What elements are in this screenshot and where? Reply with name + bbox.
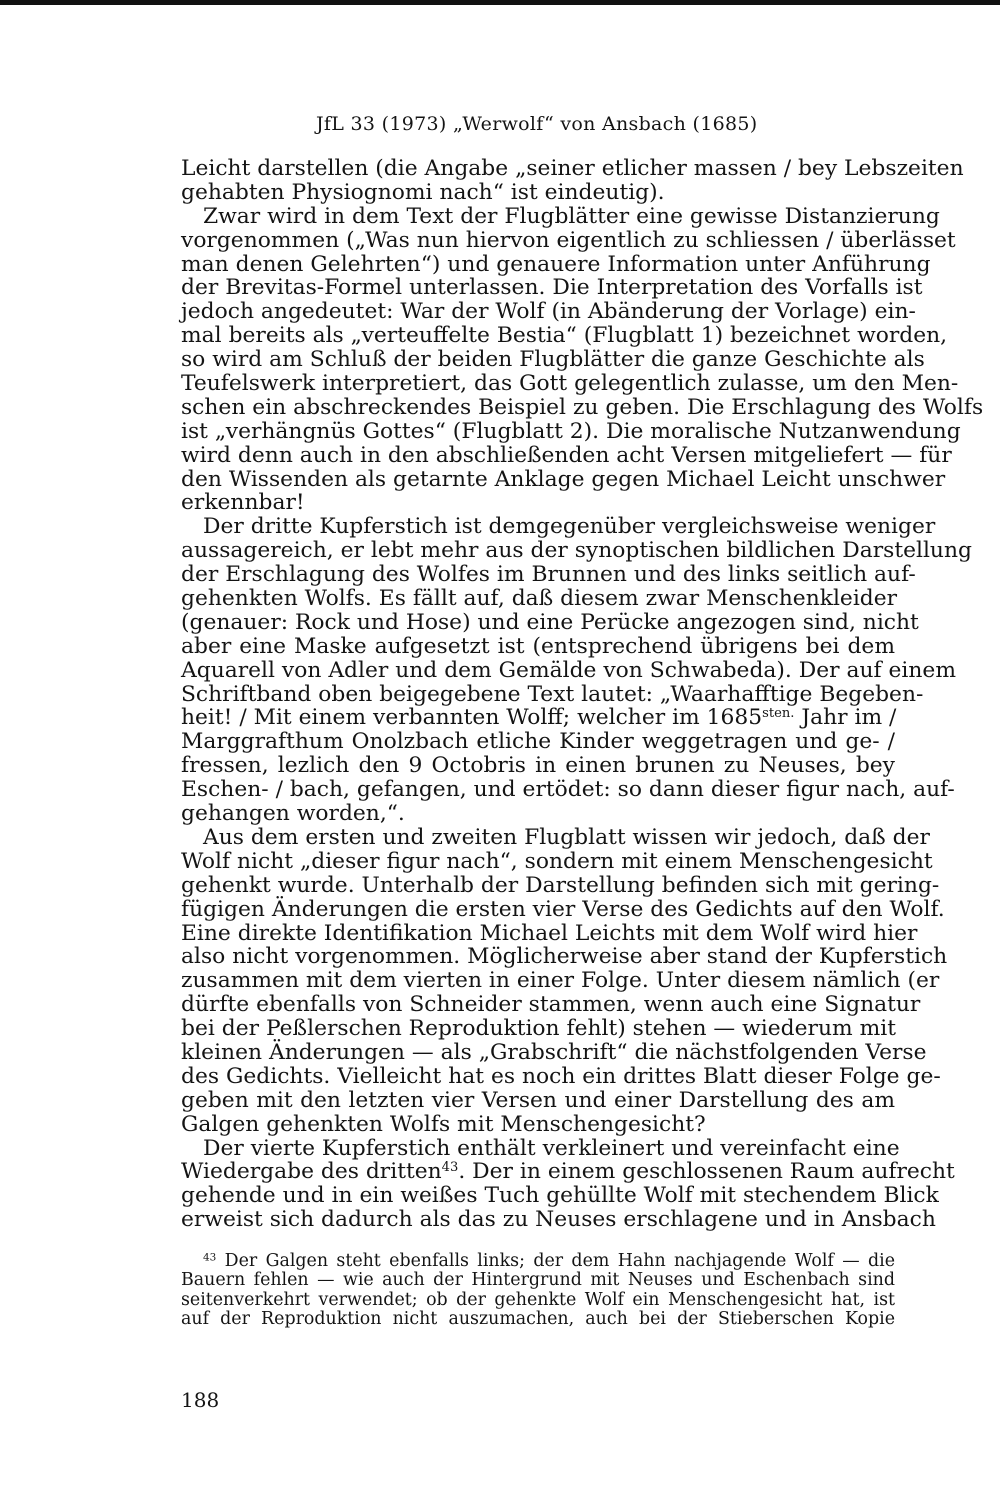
text-line: der Brevitas-Formel unterlassen. Die Interpretation des Vorfalls ist — [181, 275, 923, 301]
text-line: Teufelswerk interpretiert, das Gott gelegentlich zulasse, um den Men- — [181, 371, 959, 397]
text-line: so wird am Schluß der beiden Flugblätter die ganze Geschichte als — [181, 347, 925, 373]
text-line: man denen Gelehrten“) und genauere Information unter Anführung — [181, 251, 931, 277]
text-line: der Erschlagung des Wolfes im Brunnen und des links seitlich auf- — [181, 562, 916, 588]
text-line: bei der Peßlerschen Reproduktion fehlt) stehen — wiederum mit — [181, 1016, 896, 1042]
text-line-with-superscript — [181, 706, 895, 730]
text-line: gehabten Physiognomi nach“ ist eindeutig). — [181, 179, 665, 205]
superscript-sten: sten. — [762, 706, 795, 722]
text-line: aussagereich, er lebt mehr aus der synoptischen bildlichen Darstellung — [181, 538, 972, 564]
footnote-line: auf der Reproduktion nicht auszumachen, auch bei der Stieberschen Kopie — [181, 1309, 895, 1330]
text-line: fressen, lezlich den 9 Octobris in einen brunen zu Neuses, bey — [181, 753, 895, 779]
text-line: Eine direkte Identifikation Michael Leichts mit dem Wolf wird hier — [181, 920, 918, 946]
text-line: gehenkt wurde. Unterhalb der Darstellung befinden sich mit gering- — [181, 872, 940, 898]
text-line: ist „verhängnüs Gottes“ (Flugblatt 2). Die moralische Nutzanwendung — [181, 418, 961, 444]
text-line: Galgen gehenkten Wolfs mit Menschengesicht? — [181, 1111, 706, 1137]
text-line: geben mit den letzten vier Versen und einer Darstellung des am — [181, 1087, 895, 1113]
text-line: Der vierte Kupferstich enthält verkleinert und vereinfacht eine — [203, 1135, 900, 1161]
footnote-text: Der Galgen steht ebenfalls links; der dem Hahn nachjagende Wolf — die — [216, 1251, 895, 1271]
text-line: Aus dem ersten und zweiten Flugblatt wissen wir jedoch, daß der — [203, 824, 930, 850]
scan-top-border — [0, 0, 1000, 5]
text-line: fügigen Änderungen die ersten vier Verse des Gedichts auf den Wolf. — [181, 896, 945, 922]
text-line: erkennbar! — [181, 490, 305, 516]
footnote-number: 43 — [203, 1251, 217, 1264]
text-line: vorgenommen („Was nun hiervon eigentlich zu schliessen / überlässet — [181, 227, 956, 253]
text-line: schen ein abschreckendes Beispiel zu geben. Die Erschlagung des Wolfs — [181, 394, 984, 420]
text-line: mal bereits als „verteuffelte Bestia“ (Flugblatt 1) bezeichnet worden, — [181, 323, 948, 349]
text-line: Zwar wird in dem Text der Flugblätter eine gewisse Distanzierung — [203, 203, 940, 229]
text-line: also nicht vorgenommen. Möglicherweise aber stand der Kupferstich — [181, 944, 948, 970]
text-line: gehenkten Wolfs. Es fällt auf, daß diesem zwar Menschenkleider — [181, 586, 898, 612]
text-line: den Wissenden als getarnte Anklage gegen Michael Leicht unschwer — [181, 466, 946, 492]
footnote-reference: 43 — [441, 1160, 459, 1176]
text-line: erweist sich dadurch als das zu Neuses erschlagene und in Ansbach — [181, 1207, 936, 1233]
text-line: zusammen mit dem vierten in einer Folge. Unter diesem nämlich (er — [181, 968, 940, 994]
text-line: Aquarell von Adler und dem Gemälde von Schwabeda). Der auf einem — [181, 657, 956, 683]
text-line-end: . Der in einem geschlossenen Raum aufrecht — [458, 1159, 955, 1185]
text-line: kleinen Änderungen — als „Grabschrift“ die nächstfolgenden Verse — [181, 1039, 927, 1065]
text-line-start: Wiedergabe des dritten — [181, 1159, 442, 1185]
text-line: Marggrafthum Onolzbach etliche Kinder weggetragen und ge- / — [181, 729, 895, 755]
text-line: Der dritte Kupferstich ist demgegenüber vergleichsweise weniger — [203, 514, 936, 540]
footnote-line: Bauern fehlen — wie auch der Hintergrund mit Neuses und Eschenbach sind — [181, 1270, 895, 1291]
text-line: (genauer: Rock und Hose) und eine Perücke angezogen sind, nicht — [181, 609, 919, 635]
footnote-line — [181, 1252, 895, 1271]
text-line-end: Jahr im / — [794, 705, 897, 731]
text-line: Schriftband oben beigegebene Text lautet: „Waarhafftige Begeben- — [181, 681, 924, 707]
running-head: JfL 33 (1973) „Werwolf“ von Ansbach (1685) — [316, 113, 758, 135]
footnote — [181, 1252, 895, 1330]
body-text — [181, 156, 984, 1233]
footnote-line: seitenverkehrt verwendet; ob der gehenkte Wolf ein Menschengesicht hat, ist — [181, 1289, 895, 1310]
text-line: jedoch angedeutet: War der Wolf (in Abänderung der Vorlage) ein- — [181, 299, 916, 325]
text-line: gehende und in ein weißes Tuch gehüllte Wolf mit stechendem Blick — [181, 1183, 939, 1209]
text-line: gehangen worden,“. — [181, 801, 405, 827]
text-line: Eschen- / bach, gefangen, und ertödet: so dann dieser figur nach, auf- — [181, 777, 955, 803]
text-line: dürfte ebenfalls von Schneider stammen, wenn auch eine Signatur — [181, 992, 921, 1018]
page-number: 188 — [181, 1388, 220, 1412]
text-line-with-footnote-ref — [181, 1159, 955, 1185]
text-line: Wolf nicht „dieser figur nach“, sondern mit einem Menschengesicht — [181, 848, 933, 874]
text-line: aber eine Maske aufgesetzt ist (entsprechend übrigens bei dem — [181, 633, 895, 659]
text-line-start: heit! / Mit einem verbannten Wolff; welcher im 1685 — [181, 705, 763, 731]
text-line: Leicht darstellen (die Angabe „seiner etlicher massen / bey Lebszeiten — [181, 156, 964, 181]
text-line: wird denn auch in den abschließenden acht Versen mitgeliefert — für — [181, 442, 952, 468]
text-line: des Gedichts. Vielleicht hat es noch ein drittes Blatt dieser Folge ge- — [181, 1063, 941, 1089]
